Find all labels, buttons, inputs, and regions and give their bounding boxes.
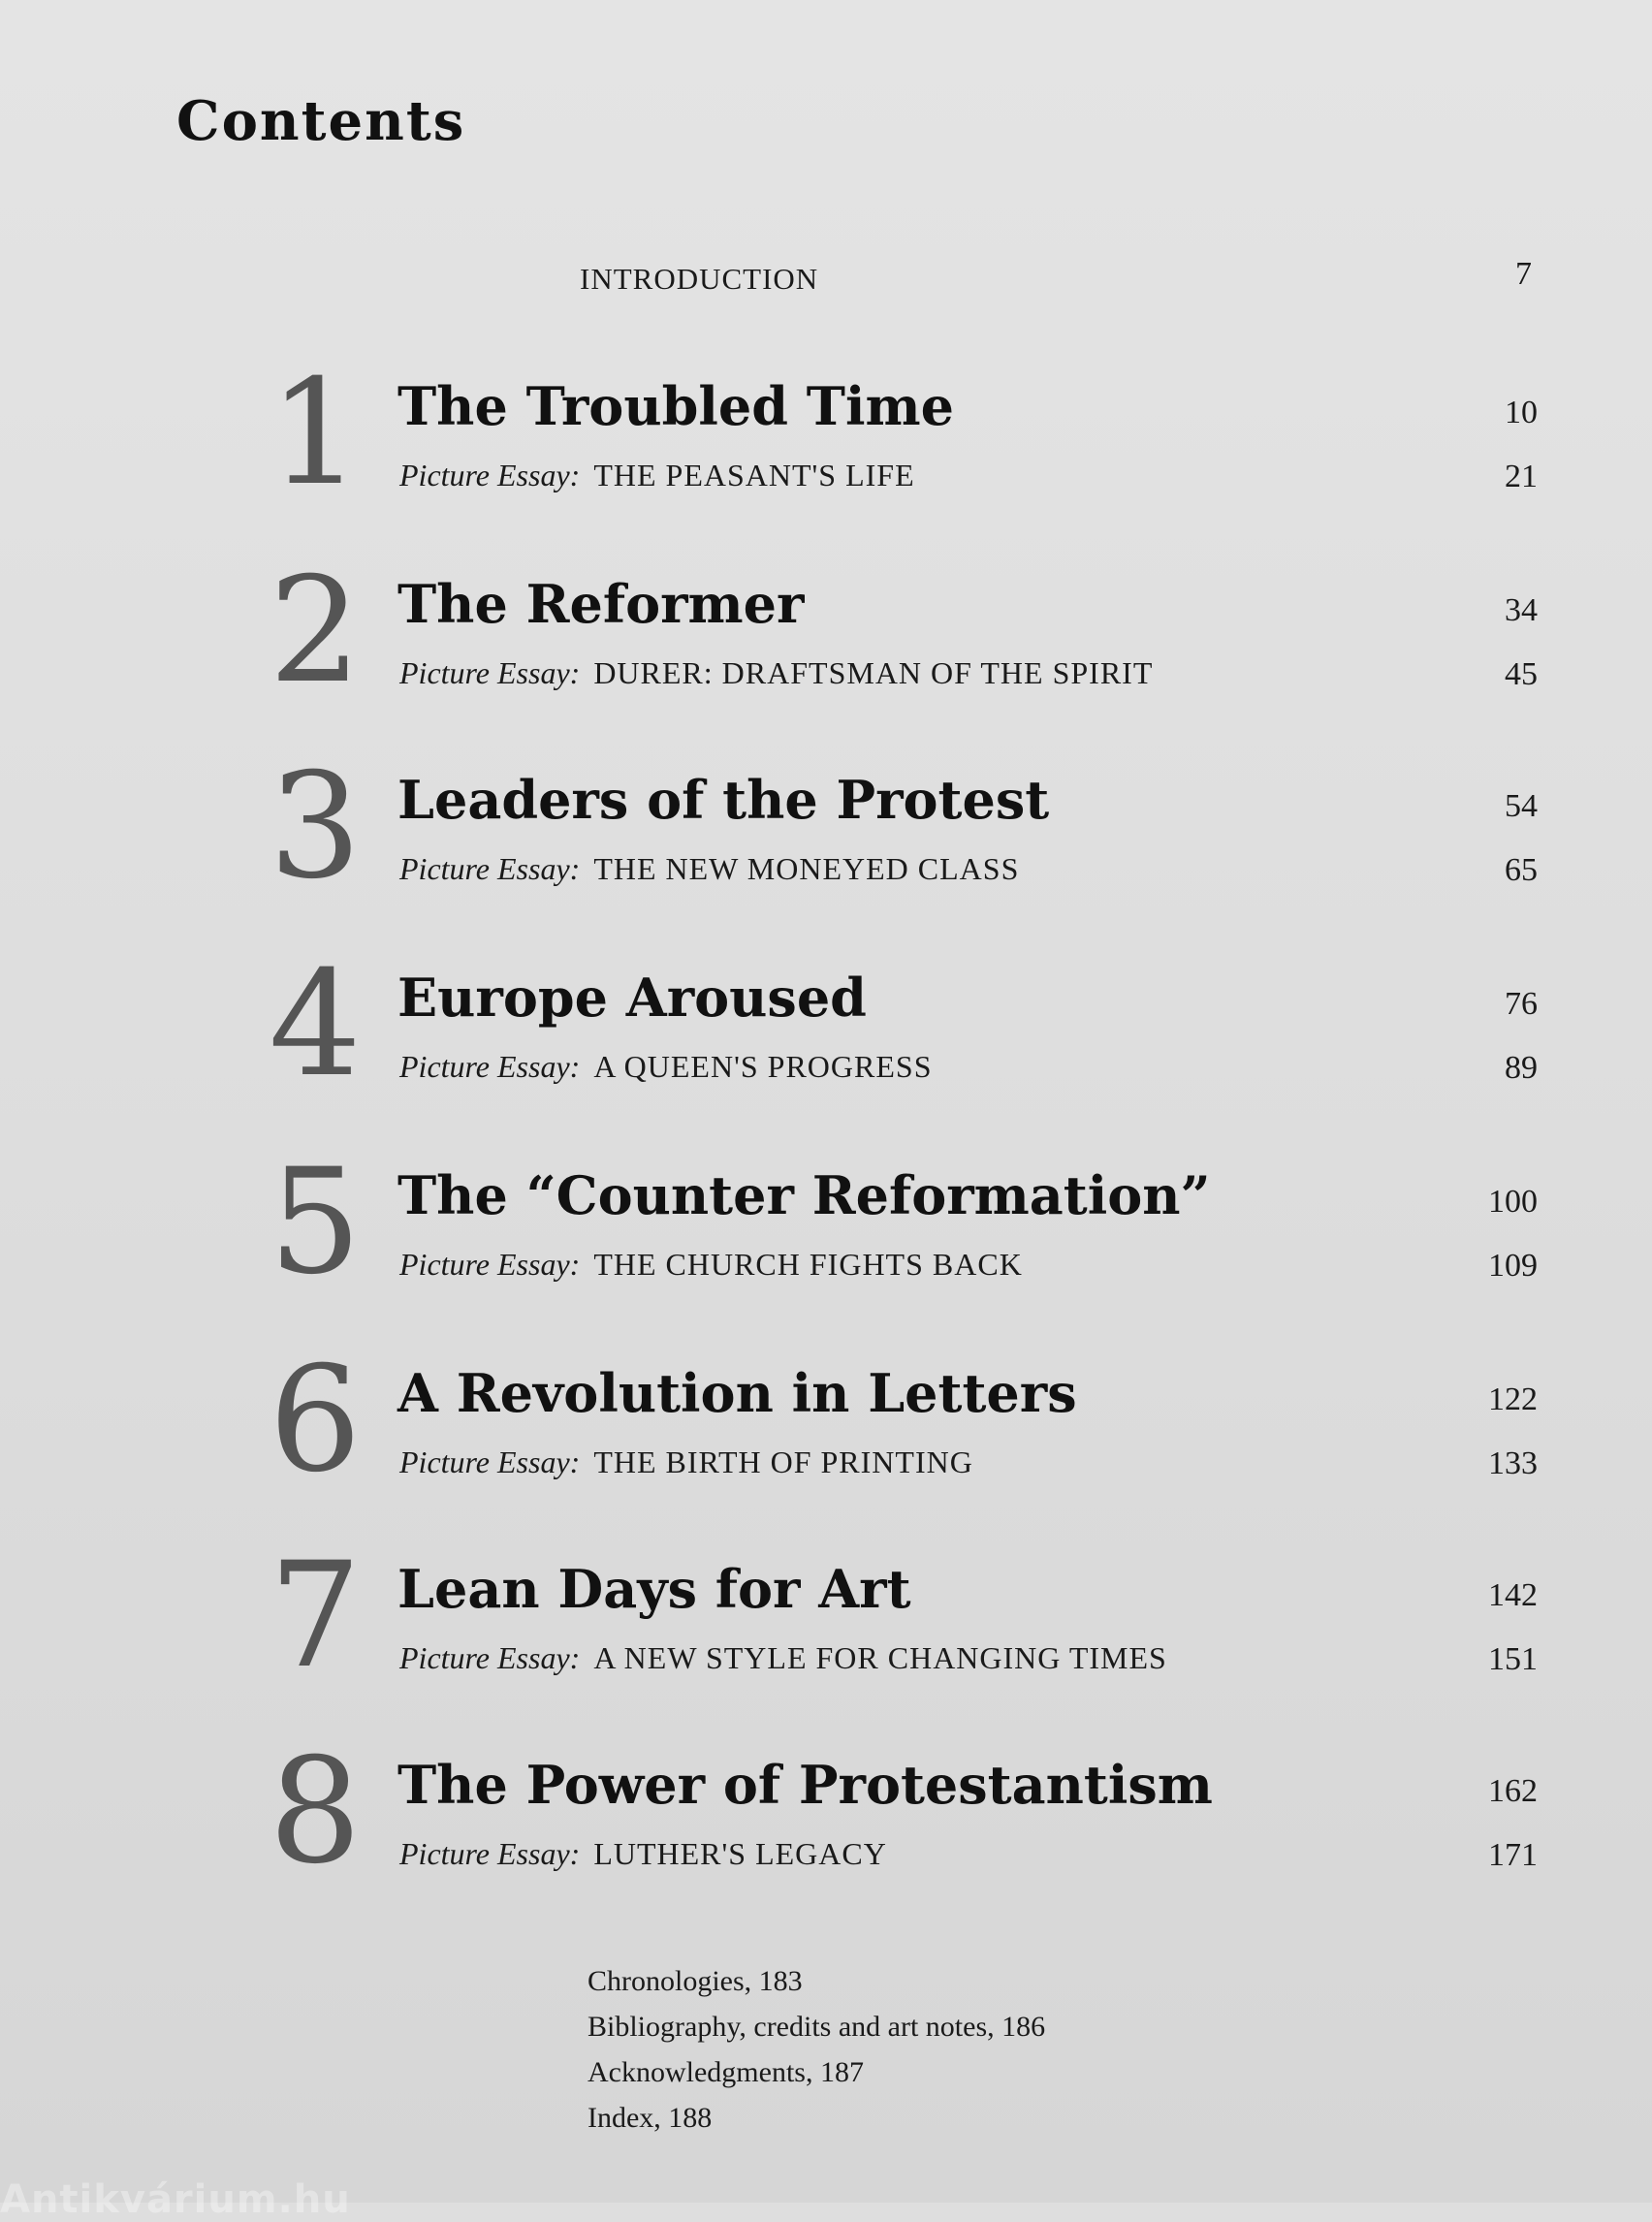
picture-essay-line <box>399 1638 1167 1677</box>
picture-essay-page-number: 171 <box>1488 1837 1538 1873</box>
chapter-page-number: 10 <box>1505 395 1538 430</box>
introduction-label: INTRODUCTION <box>580 262 819 296</box>
chapter-number: 1 <box>269 349 362 518</box>
picture-essay-page-number: 151 <box>1488 1641 1538 1677</box>
chapter-number: 3 <box>269 743 362 911</box>
picture-essay-prefix: Picture Essay: <box>399 655 581 690</box>
picture-essay-title: A NEW STYLE FOR CHANGING TIMES <box>593 1640 1167 1675</box>
picture-essay-page-number: 109 <box>1488 1248 1538 1284</box>
chapter-entry-2 <box>0 547 1652 748</box>
back-matter-item: Index, 188 <box>588 2102 713 2134</box>
chapter-number: 2 <box>269 547 362 715</box>
page-title: Contents <box>176 89 466 153</box>
chapter-page-number: 76 <box>1505 986 1538 1022</box>
chapter-page-number: 162 <box>1488 1773 1538 1809</box>
picture-essay-title: THE PEASANT'S LIFE <box>593 458 915 492</box>
picture-essay-prefix: Picture Essay: <box>399 1836 581 1871</box>
picture-essay-prefix: Picture Essay: <box>399 1640 581 1675</box>
chapter-entry-4 <box>0 940 1652 1142</box>
chapter-title: Lean Days for Art <box>397 1558 911 1620</box>
chapter-page-number: 122 <box>1488 1381 1538 1417</box>
picture-essay-line <box>399 1245 1023 1284</box>
chapter-entry-7 <box>0 1532 1652 1733</box>
back-matter-item: Chronologies, 183 <box>588 1965 803 1997</box>
chapter-number: 7 <box>269 1532 362 1700</box>
back-matter-item: Bibliography, credits and art notes, 186 <box>588 2011 1046 2043</box>
picture-essay-prefix: Picture Essay: <box>399 1444 581 1479</box>
picture-essay-prefix: Picture Essay: <box>399 1247 581 1282</box>
picture-essay-page-number: 65 <box>1505 852 1538 888</box>
chapter-title: The Reformer <box>397 573 805 635</box>
chapter-entry-5 <box>0 1138 1652 1340</box>
watermark: Antikvárium.hu <box>0 2177 351 2222</box>
chapter-page-number: 142 <box>1488 1577 1538 1613</box>
chapter-title: A Revolution in Letters <box>397 1362 1077 1424</box>
chapter-entry-6 <box>0 1336 1652 1538</box>
chapter-number: 4 <box>269 940 362 1109</box>
chapter-page-number: 100 <box>1488 1184 1538 1220</box>
chapter-title: The Troubled Time <box>397 375 954 437</box>
chapter-page-number: 54 <box>1505 788 1538 824</box>
picture-essay-line <box>399 1047 932 1086</box>
picture-essay-title: THE BIRTH OF PRINTING <box>593 1444 973 1479</box>
chapter-page-number: 34 <box>1505 592 1538 628</box>
back-matter-item: Acknowledgments, 187 <box>588 2056 864 2088</box>
chapter-number: 8 <box>269 1728 362 1896</box>
picture-essay-title: THE CHURCH FIGHTS BACK <box>593 1247 1023 1282</box>
chapter-number: 5 <box>269 1138 362 1307</box>
picture-essay-title: A QUEEN'S PROGRESS <box>593 1049 933 1084</box>
picture-essay-prefix: Picture Essay: <box>399 851 581 886</box>
picture-essay-line <box>399 1834 887 1873</box>
picture-essay-page-number: 133 <box>1488 1445 1538 1481</box>
chapter-number: 6 <box>269 1336 362 1505</box>
picture-essay-line <box>399 1443 973 1481</box>
picture-essay-page-number: 89 <box>1505 1050 1538 1086</box>
picture-essay-title: DURER: DRAFTSMAN OF THE SPIRIT <box>593 655 1154 690</box>
picture-essay-page-number: 45 <box>1505 656 1538 692</box>
chapter-title: The “Counter Reformation” <box>397 1164 1211 1226</box>
chapter-entry-1 <box>0 349 1652 551</box>
chapter-title: Leaders of the Protest <box>397 769 1050 831</box>
chapter-entry-8 <box>0 1728 1652 1929</box>
picture-essay-line <box>399 849 1019 888</box>
introduction-page-number: 7 <box>1515 256 1532 292</box>
chapter-title: Europe Aroused <box>397 967 867 1029</box>
back-matter-list <box>588 1958 1045 2141</box>
picture-essay-line <box>399 456 915 494</box>
picture-essay-title: THE NEW MONEYED CLASS <box>593 851 1020 886</box>
picture-essay-title: LUTHER'S LEGACY <box>593 1836 887 1871</box>
chapter-entry-3 <box>0 743 1652 944</box>
picture-essay-line <box>399 653 1153 692</box>
picture-essay-prefix: Picture Essay: <box>399 458 581 492</box>
picture-essay-page-number: 21 <box>1505 459 1538 494</box>
picture-essay-prefix: Picture Essay: <box>399 1049 581 1084</box>
chapter-title: The Power of Protestantism <box>397 1754 1213 1816</box>
